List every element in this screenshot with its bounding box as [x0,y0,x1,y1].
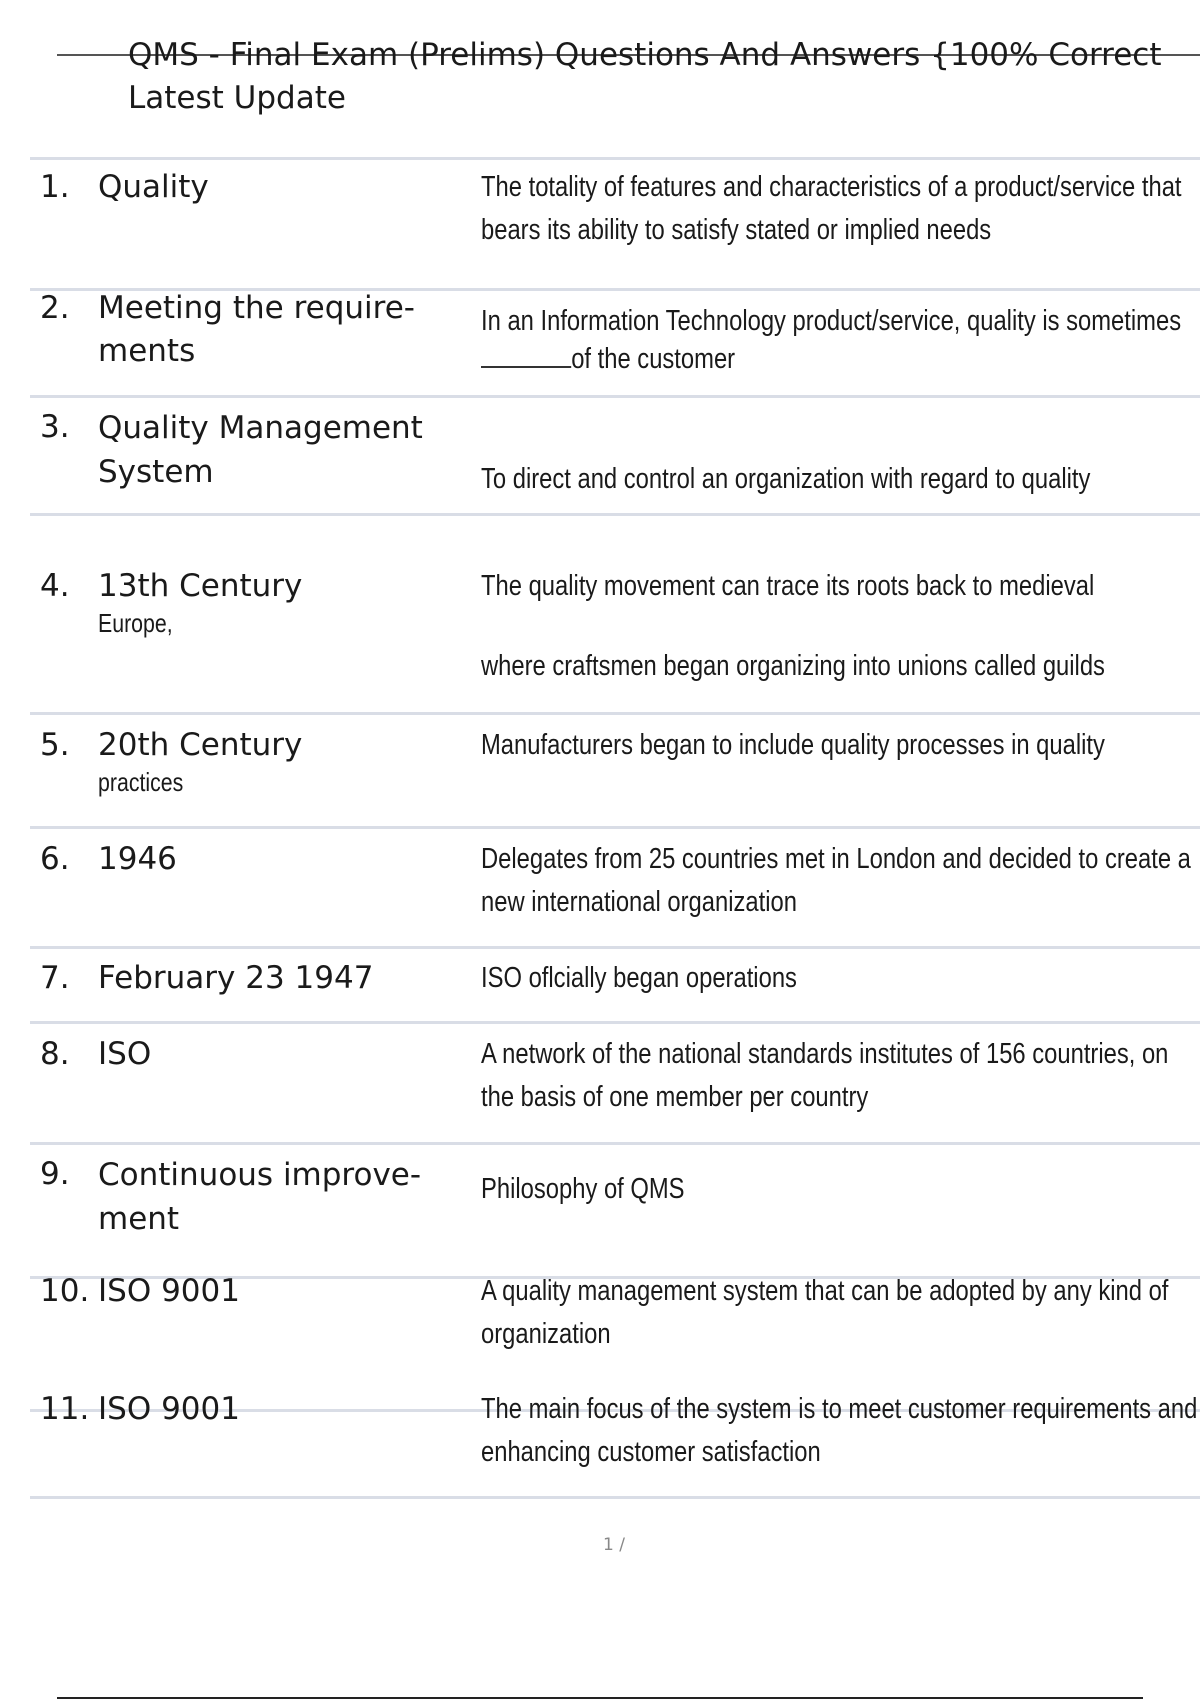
item-number: 5. [40,727,70,763]
item-definition: Delegates from 25 countries met in London and decided to create a new international organization [481,843,1191,918]
item-number: 1. [40,169,70,205]
item-number: 6. [40,841,70,877]
item-number: 10. [40,1273,90,1309]
item-term: Quality [98,169,209,205]
item-definition: Philosophy of QMS [481,1173,685,1205]
item-definition [481,302,1200,378]
item-term: February 23 1947 [98,960,374,996]
item-definition [481,565,1200,688]
item-definition: The totality of features and characteristics of a product/service that bears its ability to satisfy stated or implied needs [481,171,1182,246]
row-divider [30,1496,1200,1499]
row-divider [30,157,1200,160]
item-number: 11. [40,1391,90,1427]
term-continuation: practices [98,767,184,797]
title-line-1: QMS - Final Exam (Prelims) Questions And Answers {100% Correct [128,37,1162,73]
row-divider [30,1021,1200,1024]
item-number: 3. [40,409,70,445]
item-definition: ISO oflcially began operations [481,962,797,994]
item-term [98,565,458,638]
page-number: 1 / [603,1535,625,1555]
item-definition: A network of the national standards institutes of 156 countries, on the basis of one member per country [481,1038,1169,1113]
item-term: Continuous improve- ment [98,1157,422,1237]
document-title [128,34,1200,120]
item-number: 9. [40,1156,70,1192]
item-definition: To direct and control an organization with regard to quality [481,463,1091,495]
item-number: 8. [40,1036,70,1072]
term-continuation: Europe, [98,608,173,638]
item-number: 2. [40,290,70,326]
item-term: ISO 9001 [98,1391,240,1427]
footer-rule [57,1697,1143,1699]
item-definition: The main focus of the system is to meet customer requirements and enhancing customer satisfaction [481,1393,1198,1468]
definition-tail: of the customer [571,343,736,375]
row-divider [30,712,1200,715]
item-term: Meeting the require- ments [98,290,415,369]
row-divider [30,395,1200,398]
item-term: ISO 9001 [98,1273,240,1309]
row-divider [30,826,1200,829]
term-text: 13th Century [98,568,303,604]
row-divider [30,513,1200,516]
fill-in-blank [481,342,571,368]
row-divider [30,1142,1200,1145]
item-number: 4. [40,568,70,604]
definition-line-2: where craftsmen began organizing into unions called guilds [481,650,1105,682]
item-term [98,724,458,797]
item-term: ISO [98,1036,152,1072]
definition-text: The quality movement can trace its roots back to medieval [481,570,1095,602]
title-line-2: Latest Update [128,80,346,116]
item-term: Quality Management System [98,410,423,490]
item-definition: A quality management system that can be adopted by any kind of organization [481,1275,1169,1350]
term-text: 20th Century [98,727,303,763]
item-definition: Manufacturers began to include quality processes in quality [481,729,1105,761]
row-divider [30,946,1200,949]
definition-text: In an Information Technology product/service, quality is sometimes [481,305,1182,337]
item-number: 7. [40,960,70,996]
item-term: 1946 [98,841,177,877]
